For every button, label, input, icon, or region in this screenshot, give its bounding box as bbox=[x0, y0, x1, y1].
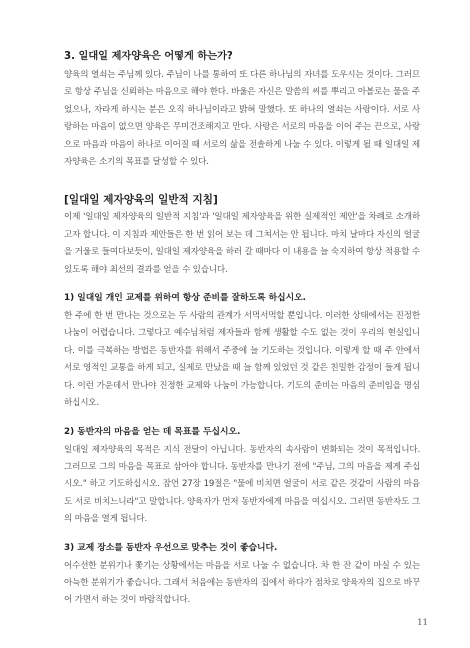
guideline-1-body: 한 주에 한 번 만나는 것으로는 두 사람의 관계가 서먹서먹할 뿐입니다. 이러한 상태에서는 진정한 나눔이 어렵습니다. 그렇다고 예수님처럼 제자들과 함께 생활할 수도 없는 것이 우리의 현실입니다. 이를 극복하는 방법은 동반자를 위해서 주중에 늘 기도하는 것입니다. 이렇게 할 때 주 안에서 서로 영적인 교통을 하게 되고, 실제로 만났을 때 늘 함께 있었던 것 같은 친밀한 감정이 들게 됩니다. 이런 가운데서 만나야 진정한 교제와 나눔이 가능합니다. 기도의 준비는 마음의 준비임을 명심하십시오. bbox=[64, 311, 420, 409]
guideline-2-heading: 2) 동반자의 마음을 얻는 데 목표를 두십시오. bbox=[64, 426, 241, 437]
page-number: 11 bbox=[417, 618, 428, 628]
guidelines-title: [일대일 제자양육의 일반적 지침] bbox=[64, 194, 218, 207]
guidelines-intro: 이제 '일대일 제자양육의 일반적 지침'과 '일대일 제자양육을 위한 실제적인 제안'을 차례로 소개하고자 합니다. 이 지침과 제안들은 한 번 읽어 보는 데 그쳐서는 안 됩니다. 마치 날마다 자신의 얼굴을 거울로 들여다보듯이, 일대일 제자양육을 하러 갈 때마다 이 내용을 늘 숙지하여 항상 적용할 수 있도록 해야 최선의 결과를 얻을 수 있습니다. bbox=[64, 212, 420, 275]
guideline-3-body: 어수선한 분위기나 쫓기는 상황에서는 마음을 서로 나눌 수 없습니다. 차 한 잔 같이 마실 수 있는 아늑한 분위기가 좋습니다. 그래서 처음에는 동반자의 집에서 하다가 점차로 양육자의 집으로 바꾸어 가면서 하는 것이 바람직합니다. bbox=[64, 560, 420, 606]
page-content bbox=[64, 50, 420, 610]
section3-body: 양육의 열쇠는 주님께 있다. 주님이 나를 통하여 또 다른 하나님의 자녀를 도우시는 것이다. 그러므로 항상 주님을 신뢰하는 마음으로 해야 한다. 바울은 자신은 말씀의 씨를 뿌리고 아볼로는 물을 주었으나, 자라게 하시는 분은 오직 하나님이라고 밝혀 말했다. 또 하나의 열쇠는 사랑이다. 서로 사랑하는 마음이 없으면 양육은 무미건조해지고 만다. 사랑은 서로의 마음을 이어 주는 끈으로, 사랑으로 마음과 마음이 하나로 이어질 때 서로의 삶을 전솔하게 나눌 수 있다. 이렇게 될 때 일대일 제자양육은 소기의 목표를 달성할 수 있다. bbox=[64, 70, 420, 168]
guideline-2-body: 일대일 제자양육의 목적은 지식 전달이 아닙니다. 동반자의 속사람이 변화되는 것이 목적입니다. 그러므로 그의 마음을 목표로 삼아야 합니다. 동반자를 만나기 전에 "주님, 그의 마음을 제게 주십시오." 하고 기도하십시오. 잠언 27장 19절은 "물에 비치면 얼굴이 서로 같은 것같이 사람의 마음도 서로 비치느니라"고 말합니다. 양육자가 먼저 동반자에게 마음을 여십시오. 그러면 동반자도 그의 마음을 열게 됩니다. bbox=[64, 444, 420, 525]
guideline-3-heading: 3) 교제 장소를 동반자 우선으로 맞추는 것이 좋습니다. bbox=[64, 542, 278, 553]
guideline-1-heading: 1) 일대일 개인 교제를 위하여 항상 준비를 잘하도록 하십시오. bbox=[64, 293, 306, 304]
section3-heading: 3. 일대일 제자양육은 어떻게 하는가? bbox=[64, 51, 233, 62]
